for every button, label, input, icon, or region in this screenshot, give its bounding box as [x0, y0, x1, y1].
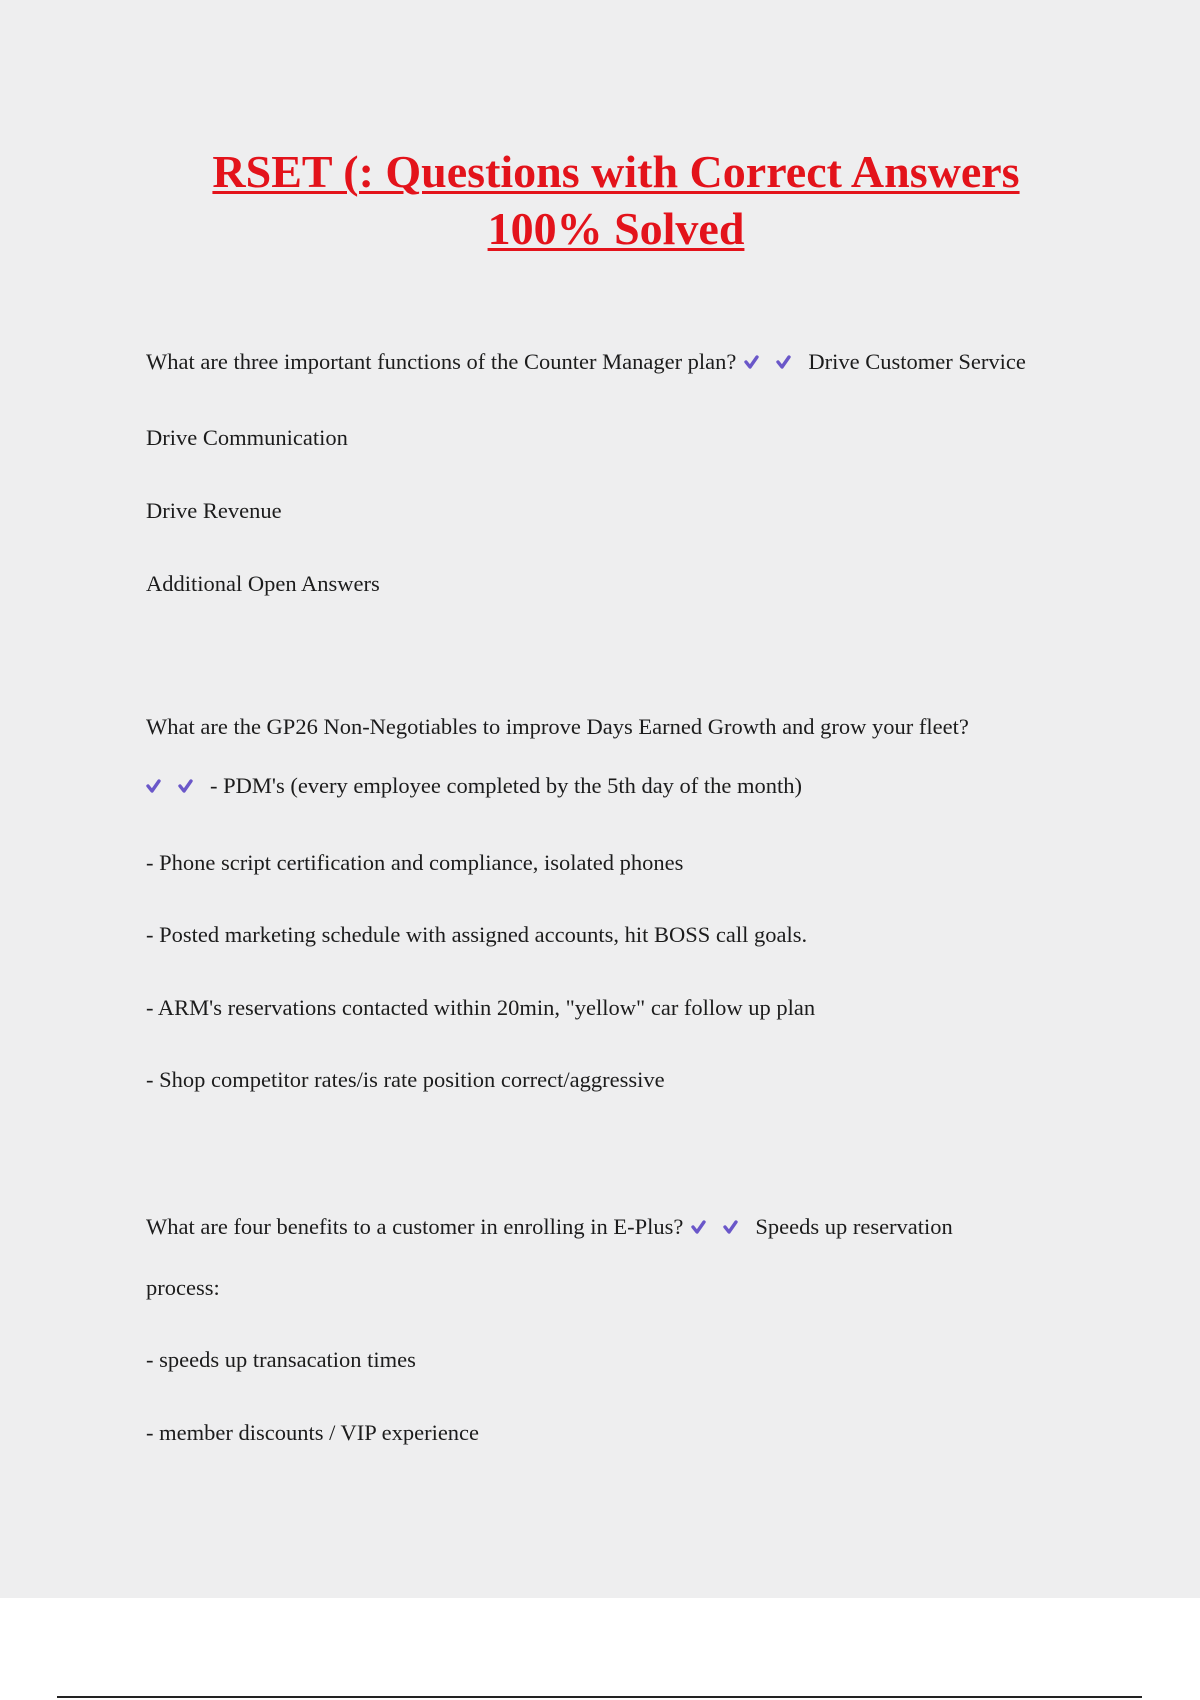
- answer-3-continuation: process:: [146, 1275, 220, 1300]
- answer-2-start-line: [146, 771, 802, 801]
- question-2-text: What are the GP26 Non-Negotiables to improve Days Earned Growth and grow your fleet?: [146, 714, 969, 739]
- title-line-1: RSET (: Questions with Correct Answers: [212, 146, 1020, 197]
- answer-2-line: - Shop competitor rates/is rate position correct/aggressive: [146, 1067, 665, 1092]
- check-icon: [691, 1217, 717, 1237]
- check-icon: [776, 352, 802, 372]
- check-icon: [744, 352, 770, 372]
- check-icon: [723, 1217, 749, 1237]
- question-1-text: What are three important functions of the Counter Manager plan?: [146, 349, 737, 374]
- answer-1-line: Drive Revenue: [146, 498, 282, 523]
- check-icon: [146, 776, 172, 796]
- answer-2-line: - Posted marketing schedule with assigned accounts, hit BOSS call goals.: [146, 922, 808, 947]
- answer-3-line: - speeds up transacation times: [146, 1347, 416, 1372]
- answer-1-line: Additional Open Answers: [146, 571, 380, 596]
- answer-1-start: Drive Customer Service: [808, 349, 1026, 374]
- title-line-2: 100% Solved: [487, 203, 745, 254]
- answer-2-start: - PDM's (every employee completed by the 5th day of the month): [210, 773, 803, 798]
- question-1: [146, 347, 1026, 377]
- check-icon: [178, 776, 204, 796]
- answer-3-start: Speeds up reservation: [755, 1214, 953, 1239]
- answer-3-line: - member discounts / VIP experience: [146, 1420, 480, 1445]
- answer-2-line: - ARM's reservations contacted within 20min, "yellow" car follow up plan: [146, 995, 816, 1020]
- answer-1-line: Drive Communication: [146, 425, 348, 450]
- document-title: [0, 143, 1200, 257]
- answer-2-line: - Phone script certification and compliance, isolated phones: [146, 850, 684, 875]
- question-3-text: What are four benefits to a customer in enrolling in E-Plus?: [146, 1214, 684, 1239]
- question-3: [146, 1212, 953, 1242]
- page-divider: [57, 1696, 1142, 1698]
